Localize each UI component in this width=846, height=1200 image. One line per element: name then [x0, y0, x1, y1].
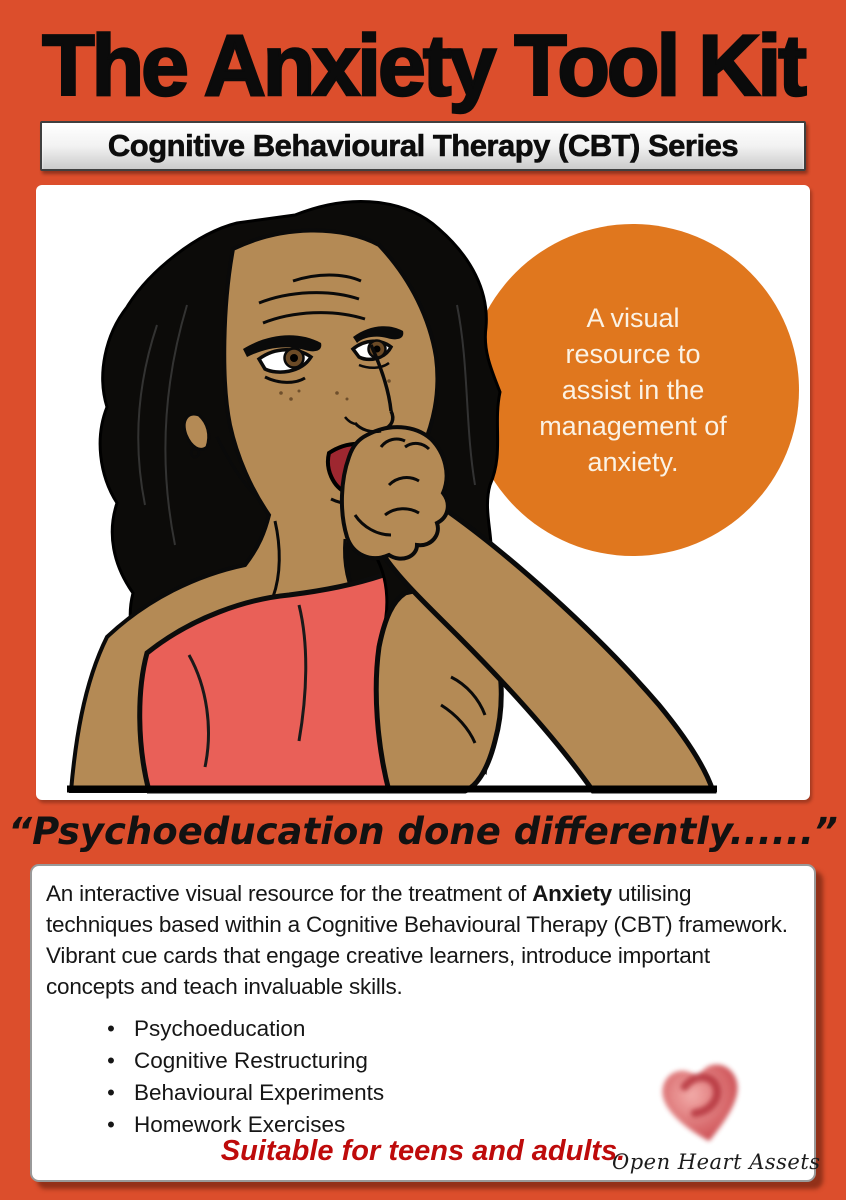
series-banner-label: Cognitive Behavioural Therapy (CBT) Series [107, 128, 739, 164]
circle-line-3: assist in the [561, 375, 705, 406]
circle-badge [467, 224, 799, 556]
circle-line-2: resource to [565, 339, 701, 370]
bullet-icon: • [107, 1048, 115, 1074]
description-panel [30, 864, 821, 1182]
publisher-name: Open Heart Assets [612, 1150, 821, 1175]
paragraph-text-after: utilising techniques based within a Cognitive Behavioural Therapy (CBT) framework. Vibrant cue cards that engage creative learners, introduce important concepts and teach invaluable skills. [46, 881, 788, 1000]
bullet-icon: • [107, 1112, 115, 1138]
watercolor-heart-icon [648, 1050, 756, 1152]
worried-woman-illustration [36, 185, 810, 800]
suitability-note: Suitable for teens and adults. [220, 1135, 626, 1168]
tagline-quote: “Psychoeducation done differently......” [8, 809, 838, 853]
illustration-panel [36, 185, 810, 800]
bullet-label: Cognitive Restructuring [134, 1048, 368, 1074]
page-title: The Anxiety Tool Kit [42, 18, 804, 114]
bullet-label: Psychoeducation [134, 1016, 306, 1042]
description-paragraph [46, 878, 798, 1002]
series-banner [40, 121, 806, 171]
circle-line-5: anxiety. [587, 447, 679, 478]
publisher-logo [612, 1050, 821, 1175]
paragraph-bold-word: Anxiety [532, 881, 612, 907]
circle-line-1: A visual [586, 303, 680, 334]
paragraph-text-before: An interactive visual resource for the treatment of [46, 881, 533, 907]
list-item [46, 1013, 798, 1045]
bullet-icon: • [107, 1080, 115, 1106]
bullet-label: Homework Exercises [134, 1112, 346, 1138]
fist [342, 428, 448, 560]
circle-line-4: management of [539, 411, 727, 442]
bullet-icon: • [107, 1016, 115, 1042]
bullet-label: Behavioural Experiments [134, 1080, 385, 1106]
